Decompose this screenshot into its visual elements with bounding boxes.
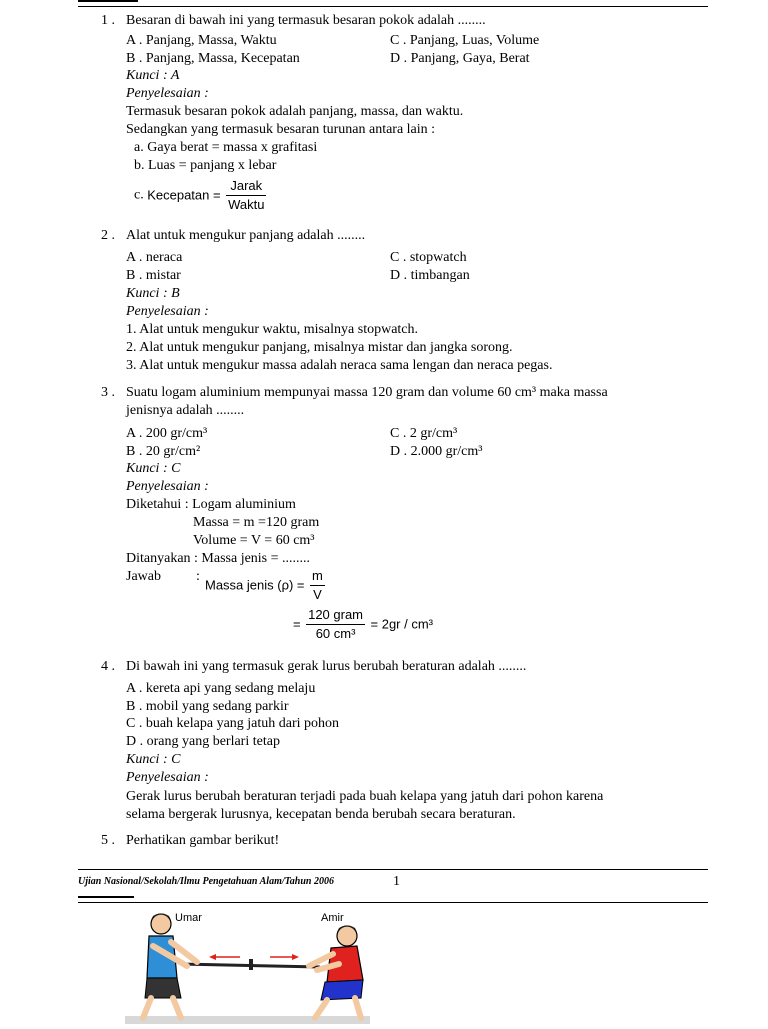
q2-number: 2 .	[101, 228, 115, 243]
arrow-left-icon	[209, 954, 240, 960]
q3-formula	[205, 568, 327, 603]
q4-kunci: Kunci : C	[126, 752, 181, 767]
q1-question: Besaran di bawah ini yang termasuk besaran pokok adalah ........	[126, 13, 486, 28]
q3-option-a: A . 200 gr/cm³	[126, 426, 208, 441]
label-umar: Umar	[175, 912, 202, 924]
q1-item-c-fraction	[226, 178, 266, 213]
umar-figure	[143, 914, 197, 1019]
rope-center-marker	[249, 959, 253, 970]
q1-item-c-numerator: Jarak	[226, 178, 266, 196]
q2-option-d: D . timbangan	[390, 268, 470, 283]
q2-option-c: C . stopwatch	[390, 250, 467, 265]
q3-calc-fraction	[306, 607, 365, 642]
q4-option-c: C . buah kelapa yang jatuh dari pohon	[126, 716, 340, 731]
q3-jawab-colon: :	[196, 569, 200, 584]
q1-penyelesaian: Penyelesaian :	[126, 86, 209, 101]
q1-option-b: B . Panjang, Massa, Kecepatan	[126, 51, 300, 66]
amir-figure	[309, 926, 363, 1019]
q3-formula-numerator: m	[310, 568, 325, 586]
q5-question: Perhatikan gambar berikut!	[126, 833, 280, 848]
q3-question-line2: jenisnya adalah ........	[126, 403, 245, 418]
q3-calc-result: = 2gr / cm³	[370, 616, 434, 632]
footer-text: Ujian Nasional/Sekolah/Ilmu Pengetahuan Alam/Tahun 2006	[78, 876, 334, 887]
q2-explanation-2: 2. Alat untuk mengukur panjang, misalnya mistar dan jangka sorong.	[126, 340, 513, 355]
q2-question: Alat untuk mengukur panjang adalah ........	[126, 228, 366, 243]
q3-option-b: B . 20 gr/cm²	[126, 444, 201, 459]
q3-calculation	[293, 607, 433, 642]
q4-explanation-1: Gerak lurus berubah beraturan terjadi pada buah kelapa yang jatuh dari pohon karena	[126, 789, 604, 804]
tug-of-war-figure	[125, 906, 370, 1024]
q1-option-d: D . Panjang, Gaya, Berat	[390, 51, 530, 66]
ground	[125, 1016, 370, 1024]
q3-option-c: C . 2 gr/cm³	[390, 426, 458, 441]
q1-explanation-1: Termasuk besaran pokok adalah panjang, massa, dan waktu.	[126, 104, 464, 119]
q2-kunci: Kunci : B	[126, 286, 180, 301]
q1-item-a: a. Gaya berat = massa x grafitasi	[134, 140, 318, 155]
arrow-right-icon	[270, 954, 299, 960]
page-number: 1	[393, 874, 400, 889]
q3-formula-fraction	[310, 568, 325, 603]
q4-option-a: A . kereta api yang sedang melaju	[126, 681, 316, 696]
q4-option-d: D . orang yang berlari tetap	[126, 734, 280, 749]
q1-item-c-prefix: c.	[134, 187, 144, 203]
q3-calc-numerator: 120 gram	[306, 607, 365, 625]
q1-option-c: C . Panjang, Luas, Volume	[390, 33, 540, 48]
q3-volume: Volume = V = 60 cm³	[193, 533, 315, 548]
q3-formula-denominator: V	[313, 587, 322, 602]
q3-penyelesaian: Penyelesaian :	[126, 479, 209, 494]
q4-question: Di bawah ini yang termasuk gerak lurus berubah beraturan adalah ........	[126, 659, 527, 674]
q1-item-c-denominator: Waktu	[228, 197, 265, 212]
q2-explanation-1: 1. Alat untuk mengukur waktu, misalnya stopwatch.	[126, 322, 419, 337]
q4-number: 4 .	[101, 659, 115, 674]
top-header-fragment	[78, 0, 138, 4]
q4-option-b: B . mobil yang sedang parkir	[126, 699, 289, 714]
q3-calc-denominator: 60 cm³	[315, 626, 356, 641]
label-amir: Amir	[321, 912, 344, 924]
q3-diketahui: Diketahui : Logam aluminium	[126, 497, 296, 512]
q1-item-c	[134, 178, 268, 213]
next-page-header-fragment	[78, 896, 138, 900]
q4-explanation-2: selama bergerak lurusnya, kecepatan benda berubah secara beraturan.	[126, 807, 516, 822]
q1-item-b: b. Luas = panjang x lebar	[134, 158, 277, 173]
q2-option-b: B . mistar	[126, 268, 181, 283]
q1-number: 1 .	[101, 13, 115, 28]
q2-option-a: A . neraca	[126, 250, 183, 265]
q3-ditanyakan: Ditanyakan : Massa jenis = ........	[126, 551, 311, 566]
q3-calc-equals: =	[293, 616, 301, 632]
q2-penyelesaian: Penyelesaian :	[126, 304, 209, 319]
q4-penyelesaian: Penyelesaian :	[126, 770, 209, 785]
q1-item-c-lhs: Kecepatan =	[147, 187, 221, 203]
q3-kunci: Kunci : C	[126, 461, 181, 476]
q3-massa: Massa = m =120 gram	[193, 515, 320, 530]
q1-option-a: A . Panjang, Massa, Waktu	[126, 33, 277, 48]
q2-explanation-3: 3. Alat untuk mengukur massa adalah neraca sama lengan dan neraca pegas.	[126, 358, 553, 373]
top-rule	[78, 6, 708, 7]
q3-question-line1: Suatu logam aluminium mempunyai massa 120 gram dan volume 60 cm³ maka massa	[126, 385, 608, 400]
q3-number: 3 .	[101, 385, 115, 400]
q3-option-d: D . 2.000 gr/cm³	[390, 444, 483, 459]
q1-explanation-2: Sedangkan yang termasuk besaran turunan antara lain :	[126, 122, 436, 137]
q3-formula-lhs: Massa jenis (ρ) =	[205, 577, 305, 593]
footer-rule-top	[78, 869, 708, 870]
footer-rule-bottom	[78, 902, 708, 903]
q5-number: 5 .	[101, 833, 115, 848]
q1-kunci: Kunci : A	[126, 68, 180, 83]
q3-jawab: Jawab	[126, 569, 161, 584]
